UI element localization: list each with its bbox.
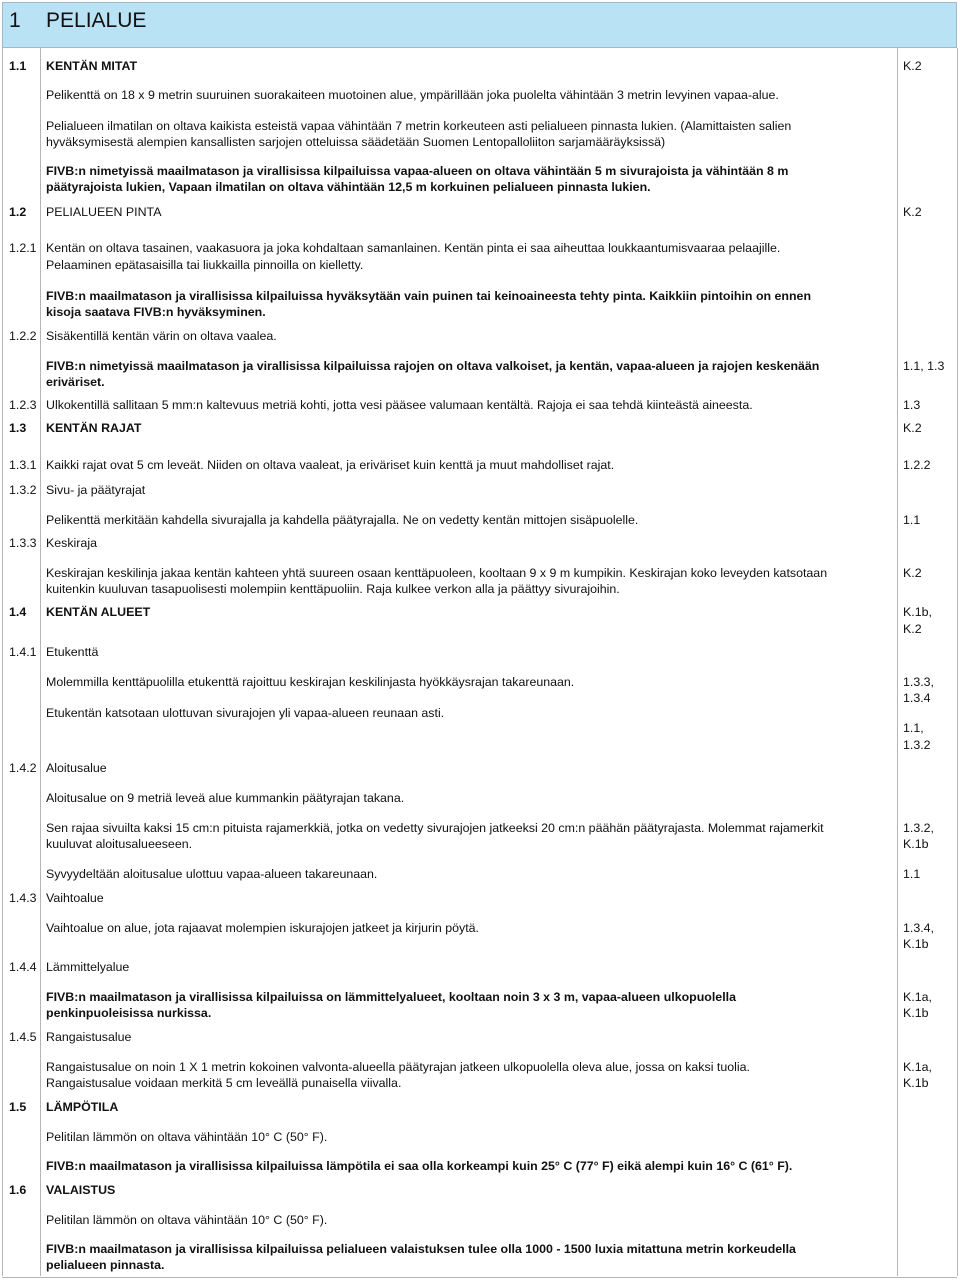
subsection-title: Vaihtoalue xyxy=(46,891,104,905)
rule-reference: 1.3.4, xyxy=(903,921,935,935)
chapter-number: 1 xyxy=(9,9,21,32)
paragraph: Sisäkentillä kentän värin on oltava vaalea. xyxy=(46,329,277,343)
subsection-title: Etukenttä xyxy=(46,645,99,659)
rule-reference: 1.3.3, xyxy=(903,675,935,689)
subsection-number: 1.4.2 xyxy=(9,761,37,775)
section-title: VALAISTUS xyxy=(46,1183,116,1197)
fivb-paragraph: kisoja saatava FIVB:n hyväksyminen. xyxy=(46,305,266,319)
rule-reference: K.1b xyxy=(903,1076,929,1090)
paragraph: Molemmilla kenttäpuolilla etukenttä rajoittuu keskirajan keskilinjasta hyökkäysrajan takareunaan. xyxy=(46,675,575,689)
paragraph: Ulkokentillä sallitaan 5 mm:n kaltevuus metriä kohti, jotta vesi pääsee valumaan kentältä. Rajoja ei saa tehdä kiinteästä aineesta. xyxy=(46,398,753,412)
rule-reference: 1.1, 1.3 xyxy=(903,359,945,373)
subsection-number: 1.3.1 xyxy=(9,458,37,472)
fivb-paragraph: eriväriset. xyxy=(46,375,105,389)
paragraph: Pelitilan lämmön on oltava vähintään 10° C (50° F). xyxy=(46,1130,328,1144)
paragraph: Aloitusalue on 9 metriä leveä alue kummankin päätyrajan takana. xyxy=(46,791,405,805)
subsection-number: 1.2.2 xyxy=(9,329,37,343)
fivb-paragraph: penkinpuoleisissa nurkissa. xyxy=(46,1006,212,1020)
divider-reference-column xyxy=(897,48,898,1276)
rule-reference: 1.1, xyxy=(903,721,924,735)
fivb-paragraph: FIVB:n nimetyissä maailmatason ja virallisissa kilpailuissa rajojen on oltava valkoiset, ja kentän, vapaa-alueen ja rajojen keskenään xyxy=(46,359,820,373)
subsection-number: 1.4.5 xyxy=(9,1030,37,1044)
rule-reference: K.2 xyxy=(903,566,922,580)
rule-reference: K.1a, xyxy=(903,1060,932,1074)
rule-reference: K.1b, xyxy=(903,605,932,619)
paragraph: Pelitilan lämmön on oltava vähintään 10° C (50° F). xyxy=(46,1213,328,1227)
section-number: 1.3 xyxy=(9,421,27,435)
paragraph: Sen rajaa sivuilta kaksi 15 cm:n pituista rajamerkkiä, jotka on vedetty sivurajojen jatkeeksi 20 cm:n päähän päätyrajasta. Molemmat rajamerkit xyxy=(46,821,824,835)
paragraph: Keskirajan keskilinja jakaa kentän kahteen yhtä suureen osaan kenttäpuoleen, kooltaan 9 x 9 m kumpikin. Keskirajan koko leveyden katsotaan xyxy=(46,566,828,580)
rule-reference: 1.2.2 xyxy=(903,458,931,472)
paragraph: Vaihtoalue on alue, jota rajaavat molempien iskurajojen jatkeet ja kirjurin pöytä. xyxy=(46,921,480,935)
fivb-paragraph: FIVB:n nimetyissä maailmatason ja virallisissa kilpailuissa vapaa-alueen on oltava vähintään 5 m sivurajoista ja vähintään 8 m xyxy=(46,164,789,178)
paragraph: hyväksymisestä alempien kansallisten sarjojen otteluissa säädetään Suomen Lentopalloliiton sarjamääräyksissä) xyxy=(46,135,666,149)
paragraph: Pelikenttä on 18 x 9 metrin suuruinen suorakaiteen muotoinen alue, ympärillään joka puolelta vähintään 3 metrin levyinen vapaa-alue. xyxy=(46,88,779,102)
fivb-paragraph: FIVB:n maailmatason ja virallisissa kilpailuissa on lämmittelyalueet, kooltaan noin 3 x 3 m, vapaa-alueen ulkopuolella xyxy=(46,990,736,1004)
subsection-number: 1.2.3 xyxy=(9,398,37,412)
paragraph: Pelaaminen epätasaisilla tai liukkailla pinnoilla on kielletty. xyxy=(46,258,364,272)
divider-number-column xyxy=(40,48,41,1276)
subsection-number: 1.4.4 xyxy=(9,960,37,974)
fivb-paragraph: pelialueen pinnasta. xyxy=(46,1258,165,1272)
rule-reference: K.1b xyxy=(903,937,929,951)
border-left xyxy=(2,48,3,1276)
subsection-title: Lämmittelyalue xyxy=(46,960,130,974)
fivb-paragraph: FIVB:n maailmatason ja virallisissa kilpailuissa hyväksytään vain puinen tai keinoaineesta tehty pinta. Kaikkiin pintoihin on ennen xyxy=(46,289,812,303)
paragraph: kuitenkin kuuluvan tasapuolisesti molempiin kenttäpuoliin. Raja kulkee verkon alla ja päättyy sivurajoihin. xyxy=(46,582,620,596)
section-number: 1.6 xyxy=(9,1183,27,1197)
fivb-paragraph: FIVB:n maailmatason ja virallisissa kilpailuissa lämpötila ei saa olla korkeampi kuin 25° C (77° F) eikä alempi kuin 16° C (61° F). xyxy=(46,1159,793,1173)
paragraph: Rangaistusalue voidaan merkitä 5 cm leveällä punaisella viivalla. xyxy=(46,1076,402,1090)
subsection-number: 1.4.3 xyxy=(9,891,37,905)
section-title: KENTÄN RAJAT xyxy=(46,421,142,435)
subsection-title: Sivu- ja päätyrajat xyxy=(46,483,146,497)
subsection-number: 1.3.3 xyxy=(9,536,37,550)
rule-reference: K.2 xyxy=(903,205,922,219)
subsection-title: Rangaistusalue xyxy=(46,1030,132,1044)
fivb-paragraph: päätyrajoista lukien, Vapaan ilmatilan on oltava vähintään 12,5 m korkuinen pelialueen pinnasta lukien. xyxy=(46,180,651,194)
paragraph: Pelikenttä merkitään kahdella sivurajalla ja kahdella päätyrajalla. Ne on vedetty kentän mittojen sisäpuolelle. xyxy=(46,513,639,527)
subsection-number: 1.2.1 xyxy=(9,241,37,255)
paragraph: Rangaistusalue on noin 1 X 1 metrin kokoinen valvonta-alueella päätyrajan jatkeen ulkopuolella oleva alue, jossa on kaksi tuolia. xyxy=(46,1060,750,1074)
rule-reference: 1.1 xyxy=(903,867,921,881)
section-number: 1.5 xyxy=(9,1100,27,1114)
rule-reference: 1.3.2, xyxy=(903,821,935,835)
rule-reference: 1.1 xyxy=(903,513,921,527)
section-title: PELIALUEEN PINTA xyxy=(46,205,162,219)
subsection-number: 1.3.2 xyxy=(9,483,37,497)
border-bottom xyxy=(2,1277,957,1278)
section-number: 1.4 xyxy=(9,605,27,619)
section-title: LÄMPÖTILA xyxy=(46,1100,119,1114)
paragraph: Syvyydeltään aloitusalue ulottuu vapaa-alueen takareunaan. xyxy=(46,867,378,881)
rule-reference: K.1b xyxy=(903,837,929,851)
subsection-title: Aloitusalue xyxy=(46,761,107,775)
section-number: 1.1 xyxy=(9,59,27,73)
paragraph: kuuluvat aloitusalueeseen. xyxy=(46,837,193,851)
rule-reference: 1.3.4 xyxy=(903,691,931,705)
rule-reference: K.1b xyxy=(903,1006,929,1020)
paragraph: Kentän on oltava tasainen, vaakasuora ja joka kohdaltaan samanlainen. Kentän pinta ei saa aiheuttaa loukkaantumisvaaraa pelaajille. xyxy=(46,241,781,255)
section-title: KENTÄN ALUEET xyxy=(46,605,151,619)
border-right xyxy=(957,48,958,1276)
rule-reference: K.2 xyxy=(903,421,922,435)
subsection-number: 1.4.1 xyxy=(9,645,37,659)
rule-reference: K.2 xyxy=(903,622,922,636)
paragraph: Pelialueen ilmatilan on oltava kaikista esteistä vapaa vähintään 7 metrin korkeuteen asti pelialueen pinnasta lukien. (Alamittaisten salien xyxy=(46,119,792,133)
rule-reference: K.1a, xyxy=(903,990,932,1004)
subsection-title: Keskiraja xyxy=(46,536,97,550)
chapter-title: PELIALUE xyxy=(46,9,147,32)
section-title: KENTÄN MITAT xyxy=(46,59,138,73)
rule-reference: K.2 xyxy=(903,59,922,73)
rule-reference: 1.3.2 xyxy=(903,738,931,752)
fivb-paragraph: FIVB:n maailmatason ja virallisissa kilpailuissa pelialueen valaistuksen tulee olla 1000 - 1500 luxia mitattuna metrin korkeudella xyxy=(46,1242,796,1256)
section-number: 1.2 xyxy=(9,205,27,219)
rule-reference: 1.3 xyxy=(903,398,921,412)
paragraph: Etukentän katsotaan ulottuvan sivurajojen yli vapaa-alueen reunaan asti. xyxy=(46,706,445,720)
paragraph: Kaikki rajat ovat 5 cm leveät. Niiden on oltava vaaleat, ja eriväriset kuin kenttä ja muut mahdolliset rajat. xyxy=(46,458,615,472)
